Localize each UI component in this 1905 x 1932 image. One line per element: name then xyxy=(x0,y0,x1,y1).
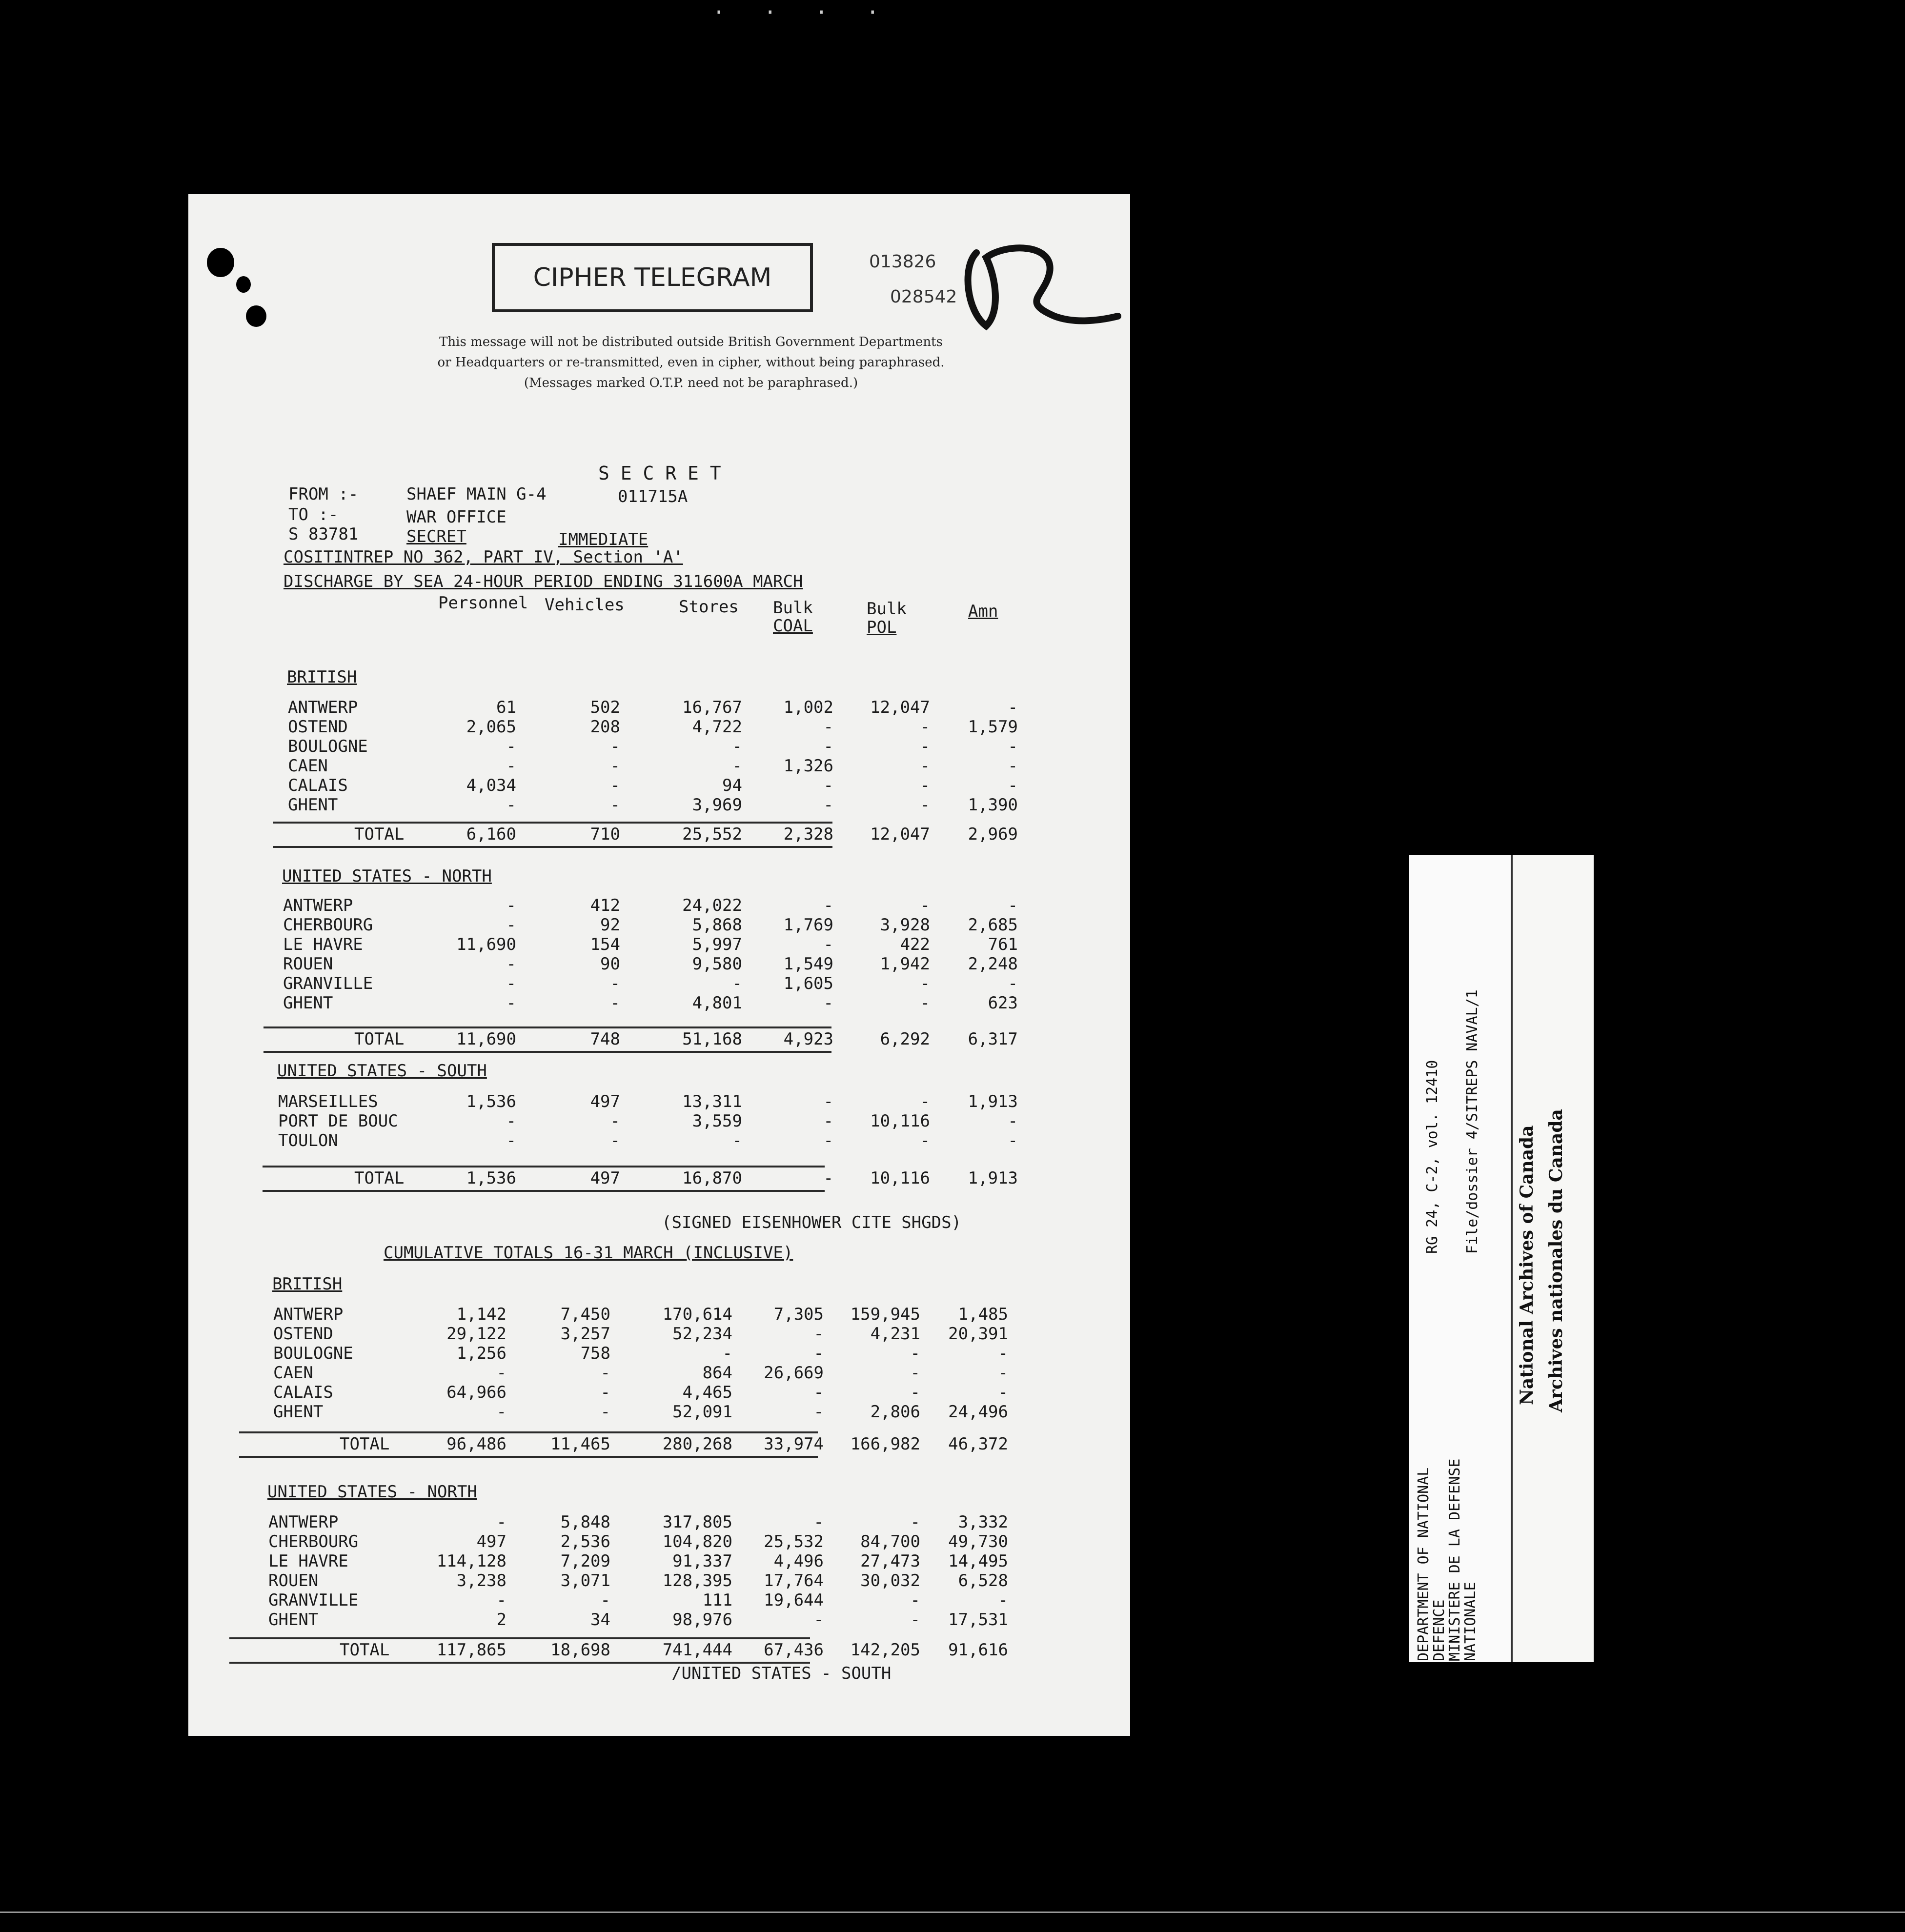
table-cell: - xyxy=(998,1344,1008,1363)
table-cell: - xyxy=(506,1111,516,1131)
table-cell: 4,496 xyxy=(773,1551,824,1571)
total-rule xyxy=(239,1431,818,1433)
archives-name-french: Archives nationales du Canada xyxy=(1546,1109,1566,1412)
table-cell: 111 xyxy=(702,1590,732,1610)
from-value: SHAEF MAIN G-4 xyxy=(406,484,547,504)
total-cell: 4,923 xyxy=(783,1029,833,1049)
table-cell: - xyxy=(1008,756,1018,776)
department-line: MINISTERE DE LA DEFENSE xyxy=(1446,1458,1463,1661)
port-name: CAEN xyxy=(273,1363,313,1383)
table-cell: - xyxy=(920,1131,930,1150)
table-cell: 1,142 xyxy=(456,1305,507,1324)
total-label: TOTAL xyxy=(354,1029,405,1049)
table-cell: 412 xyxy=(590,896,620,915)
table-cell: 19,644 xyxy=(764,1590,824,1610)
column-bulk-pol-bottom: POL xyxy=(867,618,897,637)
total-cell: 2,969 xyxy=(968,825,1018,844)
port-name: CALAIS xyxy=(273,1383,333,1402)
port-name: LE HAVRE xyxy=(283,935,363,954)
port-name: GHENT xyxy=(268,1610,319,1630)
table-cell: 5,997 xyxy=(692,935,742,954)
table-cell: 3,257 xyxy=(560,1324,610,1344)
table-cell: 7,305 xyxy=(773,1305,824,1324)
table-cell: 623 xyxy=(988,993,1018,1013)
table-cell: 1,605 xyxy=(783,974,833,993)
section-title: BRITISH xyxy=(272,1274,343,1294)
table-cell: 2,248 xyxy=(968,954,1018,974)
table-cell: - xyxy=(610,974,620,993)
table-cell: 4,465 xyxy=(682,1383,732,1402)
table-cell: - xyxy=(506,1131,516,1150)
table-cell: - xyxy=(920,974,930,993)
table-cell: - xyxy=(910,1610,920,1630)
total-cell: - xyxy=(823,1168,833,1188)
reference-number: 013826 xyxy=(869,252,936,272)
table-cell: 3,071 xyxy=(560,1571,610,1590)
warning-line: (Messages marked O.T.P. need not be paraphrased.) xyxy=(524,376,858,390)
table-cell: - xyxy=(722,1344,732,1363)
table-cell: 3,928 xyxy=(880,915,930,935)
table-cell: - xyxy=(610,756,620,776)
total-underline xyxy=(263,1190,825,1192)
table-cell: - xyxy=(920,737,930,756)
table-cell: - xyxy=(813,1610,824,1630)
port-name: GHENT xyxy=(283,993,333,1013)
total-underline xyxy=(263,1051,831,1053)
table-cell: 9,580 xyxy=(692,954,742,974)
table-cell: - xyxy=(1008,1111,1018,1131)
table-cell: 92 xyxy=(600,915,620,935)
total-cell: 96,486 xyxy=(446,1434,507,1454)
total-rule xyxy=(273,822,832,824)
table-cell: 114,128 xyxy=(436,1551,507,1571)
total-cell: 33,974 xyxy=(764,1434,824,1454)
total-cell: 748 xyxy=(590,1029,620,1049)
continuation-line: /UNITED STATES - SOUTH xyxy=(671,1664,892,1683)
total-cell: 16,870 xyxy=(682,1168,742,1188)
table-cell: - xyxy=(496,1402,507,1422)
table-cell: 49,730 xyxy=(948,1532,1008,1551)
total-cell: 280,268 xyxy=(662,1434,732,1454)
table-cell: 159,945 xyxy=(850,1305,920,1324)
table-cell: 1,769 xyxy=(783,915,833,935)
port-name: BOULOGNE xyxy=(288,737,368,756)
port-name: OSTEND xyxy=(273,1324,333,1344)
table-cell: - xyxy=(998,1590,1008,1610)
table-cell: - xyxy=(1008,896,1018,915)
table-cell: - xyxy=(732,1131,742,1150)
table-cell: 2 xyxy=(496,1610,507,1630)
table-cell: 27,473 xyxy=(860,1551,920,1571)
column-bulk-coal-bottom: COAL xyxy=(773,616,813,636)
table-cell: - xyxy=(998,1363,1008,1383)
table-cell: 1,942 xyxy=(880,954,930,974)
table-cell: 208 xyxy=(590,717,620,737)
table-cell: - xyxy=(610,776,620,795)
table-cell: 1,913 xyxy=(968,1092,1018,1111)
table-cell: 52,234 xyxy=(672,1324,732,1344)
table-cell: 497 xyxy=(590,1092,620,1111)
table-cell: 1,256 xyxy=(456,1344,507,1363)
total-cell: 117,865 xyxy=(436,1640,507,1660)
table-cell: - xyxy=(910,1590,920,1610)
table-cell: 128,395 xyxy=(662,1571,732,1590)
total-label: TOTAL xyxy=(340,1640,390,1660)
table-cell: - xyxy=(610,1131,620,1150)
precedence: IMMEDIATE xyxy=(558,530,649,549)
port-name: ANTWERP xyxy=(288,698,358,717)
table-cell: - xyxy=(910,1383,920,1402)
table-cell: 30,032 xyxy=(860,1571,920,1590)
table-cell: 4,722 xyxy=(692,717,742,737)
table-cell: - xyxy=(600,1383,610,1402)
table-cell: 52,091 xyxy=(672,1402,732,1422)
table-cell: - xyxy=(823,1111,833,1131)
table-cell: - xyxy=(910,1344,920,1363)
table-cell: 12,047 xyxy=(870,698,930,717)
total-label: TOTAL xyxy=(340,1434,390,1454)
table-cell: 10,116 xyxy=(870,1111,930,1131)
table-cell: - xyxy=(813,1512,824,1532)
table-cell: - xyxy=(506,795,516,815)
total-rule xyxy=(263,1026,831,1028)
total-cell: 6,292 xyxy=(880,1029,930,1049)
table-cell: 1,536 xyxy=(466,1092,516,1111)
total-cell: 6,317 xyxy=(968,1029,1018,1049)
section-title: BRITISH xyxy=(287,667,357,687)
table-cell: 4,231 xyxy=(870,1324,920,1344)
table-cell: - xyxy=(732,737,742,756)
table-cell: - xyxy=(610,993,620,1013)
table-cell: - xyxy=(813,1344,824,1363)
table-cell: 90 xyxy=(600,954,620,974)
record-group-reference: RG 24, C-2, vol. 12410 xyxy=(1424,1060,1441,1254)
table-cell: 34 xyxy=(590,1610,610,1630)
table-cell: - xyxy=(506,974,516,993)
date-time-group: 011715A xyxy=(618,487,688,506)
table-cell: - xyxy=(813,1383,824,1402)
table-cell: 3,969 xyxy=(692,795,742,815)
table-cell: - xyxy=(823,1092,833,1111)
table-cell: 84,700 xyxy=(860,1532,920,1551)
discharge-heading: DISCHARGE BY SEA 24-HOUR PERIOD ENDING 311600A MARCH xyxy=(284,572,803,591)
total-rule xyxy=(229,1637,810,1639)
port-name: CAEN xyxy=(288,756,328,776)
total-cell: 46,372 xyxy=(948,1434,1008,1454)
port-name: MARSEILLES xyxy=(278,1092,378,1111)
department-line: NATIONALE xyxy=(1462,1582,1479,1661)
table-cell: 29,122 xyxy=(446,1324,507,1344)
table-cell: - xyxy=(813,1324,824,1344)
table-cell: - xyxy=(600,1363,610,1383)
table-cell: - xyxy=(732,974,742,993)
table-cell: - xyxy=(506,896,516,915)
scan-marks: · · · · xyxy=(712,0,892,25)
total-cell: 67,436 xyxy=(764,1640,824,1660)
scan-border-line xyxy=(0,1912,1905,1913)
port-name: LE HAVRE xyxy=(268,1551,348,1571)
cipher-telegram-title: CIPHER TELEGRAM xyxy=(492,243,813,312)
total-cell: 10,116 xyxy=(870,1168,930,1188)
port-name: ANTWERP xyxy=(273,1305,344,1324)
reference-number: 028542 xyxy=(890,287,957,307)
table-cell: 20,391 xyxy=(948,1324,1008,1344)
table-cell: 7,209 xyxy=(560,1551,610,1571)
port-name: ANTWERP xyxy=(268,1512,339,1532)
table-cell: 4,034 xyxy=(466,776,516,795)
table-cell: - xyxy=(496,1512,507,1532)
department-line: DEPARTMENT OF NATIONAL xyxy=(1415,1467,1432,1661)
column-bulk-coal-top: Bulk xyxy=(773,598,813,618)
signature-line: (SIGNED EISENHOWER CITE SHGDS) xyxy=(662,1213,962,1232)
table-cell: - xyxy=(920,1092,930,1111)
table-cell: - xyxy=(610,737,620,756)
total-label: TOTAL xyxy=(354,825,405,844)
port-name: CHERBOURG xyxy=(283,915,373,935)
table-cell: 7,450 xyxy=(560,1305,610,1324)
table-cell: 5,848 xyxy=(560,1512,610,1532)
table-cell: 3,238 xyxy=(456,1571,507,1590)
section-title: UNITED STATES - NORTH xyxy=(267,1482,477,1502)
total-cell: 1,913 xyxy=(968,1168,1018,1188)
table-cell: - xyxy=(823,737,833,756)
table-cell: 24,022 xyxy=(682,896,742,915)
telegram-page xyxy=(188,194,1130,1736)
total-underline xyxy=(229,1662,810,1664)
section-title: UNITED STATES - SOUTH xyxy=(277,1061,487,1081)
column-personnel: Personnel xyxy=(438,593,528,613)
table-cell: 154 xyxy=(590,935,620,954)
table-cell: 17,531 xyxy=(948,1610,1008,1630)
table-cell: - xyxy=(1008,974,1018,993)
port-name: GHENT xyxy=(273,1402,324,1422)
table-cell: - xyxy=(506,915,516,935)
port-name: ANTWERP xyxy=(283,896,353,915)
table-cell: 758 xyxy=(580,1344,610,1363)
table-cell: 317,805 xyxy=(662,1512,732,1532)
table-cell: 61 xyxy=(496,698,516,717)
table-cell: - xyxy=(1008,737,1018,756)
port-name: CALAIS xyxy=(288,776,348,795)
table-cell: 1,390 xyxy=(968,795,1018,815)
port-name: GRANVILLE xyxy=(268,1590,359,1610)
table-cell: 64,966 xyxy=(446,1383,507,1402)
total-cell: 6,160 xyxy=(466,825,516,844)
discharge-tables xyxy=(188,194,1130,1736)
port-name: ROUEN xyxy=(283,954,333,974)
table-cell: - xyxy=(920,756,930,776)
table-cell: - xyxy=(920,896,930,915)
total-underline xyxy=(273,846,832,848)
total-cell: 18,698 xyxy=(550,1640,610,1660)
table-cell: 1,485 xyxy=(958,1305,1008,1324)
table-cell: 5,868 xyxy=(692,915,742,935)
total-cell: 166,982 xyxy=(850,1434,920,1454)
table-cell: - xyxy=(910,1363,920,1383)
table-cell: - xyxy=(506,737,516,756)
table-cell: 2,806 xyxy=(870,1402,920,1422)
table-cell: - xyxy=(732,756,742,776)
serial-number: S 83781 xyxy=(288,524,359,544)
table-cell: - xyxy=(610,1111,620,1131)
table-cell: - xyxy=(823,795,833,815)
table-cell: - xyxy=(1008,1131,1018,1150)
table-cell: - xyxy=(1008,776,1018,795)
table-cell: 2,536 xyxy=(560,1532,610,1551)
warning-line: This message will not be distributed outside British Government Departments xyxy=(439,335,943,349)
table-cell: - xyxy=(920,717,930,737)
table-cell: - xyxy=(506,954,516,974)
table-cell: - xyxy=(823,1131,833,1150)
section-title: UNITED STATES - NORTH xyxy=(282,866,492,886)
port-name: OSTEND xyxy=(288,717,348,737)
to-label: TO :- xyxy=(288,505,339,524)
total-cell: 25,552 xyxy=(682,825,742,844)
table-cell: 2,685 xyxy=(968,915,1018,935)
table-cell: - xyxy=(920,795,930,815)
total-label: TOTAL xyxy=(354,1168,405,1188)
total-cell: 91,616 xyxy=(948,1640,1008,1660)
table-cell: - xyxy=(1008,698,1018,717)
report-reference: COSITINTREP NO 362, PART IV, Section 'A' xyxy=(284,547,683,567)
total-rule xyxy=(263,1166,825,1167)
column-ammunition: Amn xyxy=(968,602,998,621)
table-cell: - xyxy=(506,756,516,776)
total-cell: 11,465 xyxy=(550,1434,610,1454)
table-cell: - xyxy=(823,717,833,737)
table-cell: - xyxy=(910,1512,920,1532)
port-name: GRANVILLE xyxy=(283,974,373,993)
table-cell: - xyxy=(823,896,833,915)
total-cell: 11,690 xyxy=(456,1029,516,1049)
archives-name-english: National Archives of Canada xyxy=(1517,1125,1537,1405)
table-cell: 864 xyxy=(702,1363,732,1383)
table-cell: 497 xyxy=(476,1532,507,1551)
table-cell: 91,337 xyxy=(672,1551,732,1571)
to-value: WAR OFFICE xyxy=(406,507,507,527)
table-cell: 25,532 xyxy=(764,1532,824,1551)
total-cell: 142,205 xyxy=(850,1640,920,1660)
total-cell: 51,168 xyxy=(682,1029,742,1049)
column-vehicles: Vehicles xyxy=(545,595,625,615)
table-cell: - xyxy=(600,1590,610,1610)
cumulative-heading: CUMULATIVE TOTALS 16-31 MARCH (INCLUSIVE) xyxy=(384,1243,793,1263)
table-cell: 502 xyxy=(590,698,620,717)
table-cell: 13,311 xyxy=(682,1092,742,1111)
table-cell: 1,002 xyxy=(783,698,833,717)
classification: S E C R E T xyxy=(598,463,721,484)
table-cell: 3,559 xyxy=(692,1111,742,1131)
table-cell: - xyxy=(496,1363,507,1383)
total-cell: 497 xyxy=(590,1168,620,1188)
table-cell: - xyxy=(600,1402,610,1422)
table-cell: 3,332 xyxy=(958,1512,1008,1532)
table-cell: - xyxy=(823,776,833,795)
table-cell: 94 xyxy=(722,776,742,795)
table-cell: - xyxy=(823,993,833,1013)
table-cell: 4,801 xyxy=(692,993,742,1013)
table-cell: 11,690 xyxy=(456,935,516,954)
total-cell: 2,328 xyxy=(783,825,833,844)
table-cell: 1,326 xyxy=(783,756,833,776)
table-cell: 422 xyxy=(900,935,930,954)
warning-line: or Headquarters or re-transmitted, even in cipher, without being paraphrased. xyxy=(437,355,945,370)
table-cell: 1,579 xyxy=(968,717,1018,737)
table-cell: 6,528 xyxy=(958,1571,1008,1590)
table-cell: - xyxy=(998,1383,1008,1402)
total-underline xyxy=(239,1456,818,1458)
table-cell: - xyxy=(496,1590,507,1610)
table-cell: - xyxy=(823,935,833,954)
port-name: BOULOGNE xyxy=(273,1344,353,1363)
table-cell: 104,820 xyxy=(662,1532,732,1551)
table-cell: 1,549 xyxy=(783,954,833,974)
from-label: FROM :- xyxy=(288,484,359,504)
table-cell: 98,976 xyxy=(672,1610,732,1630)
file-reference: File/dossier 4/SITREPS NAVAL/1 xyxy=(1464,989,1481,1254)
total-cell: 12,047 xyxy=(870,825,930,844)
port-name: GHENT xyxy=(288,795,338,815)
table-cell: 26,669 xyxy=(764,1363,824,1383)
table-cell: 24,496 xyxy=(948,1402,1008,1422)
table-cell: 14,495 xyxy=(948,1551,1008,1571)
table-cell: 761 xyxy=(988,935,1018,954)
table-cell: 17,764 xyxy=(764,1571,824,1590)
column-bulk-pol-top: Bulk xyxy=(867,599,907,619)
total-cell: 710 xyxy=(590,825,620,844)
table-cell: - xyxy=(813,1402,824,1422)
port-name: ROUEN xyxy=(268,1571,319,1590)
table-cell: - xyxy=(920,993,930,1013)
secret-marking: SECRET xyxy=(406,527,466,546)
port-name: TOULON xyxy=(278,1131,338,1150)
table-cell: - xyxy=(610,795,620,815)
table-cell: 2,065 xyxy=(466,717,516,737)
table-cell: - xyxy=(506,993,516,1013)
department-line: DEFENCE xyxy=(1431,1599,1448,1661)
table-cell: 170,614 xyxy=(662,1305,732,1324)
table-cell: - xyxy=(920,776,930,795)
department-label xyxy=(1416,1459,1479,1661)
total-cell: 741,444 xyxy=(662,1640,732,1660)
column-stores: Stores xyxy=(679,597,739,617)
port-name: PORT DE BOUC xyxy=(278,1111,398,1131)
total-cell: 1,536 xyxy=(466,1168,516,1188)
table-cell: 16,767 xyxy=(682,698,742,717)
port-name: CHERBOURG xyxy=(268,1532,359,1551)
